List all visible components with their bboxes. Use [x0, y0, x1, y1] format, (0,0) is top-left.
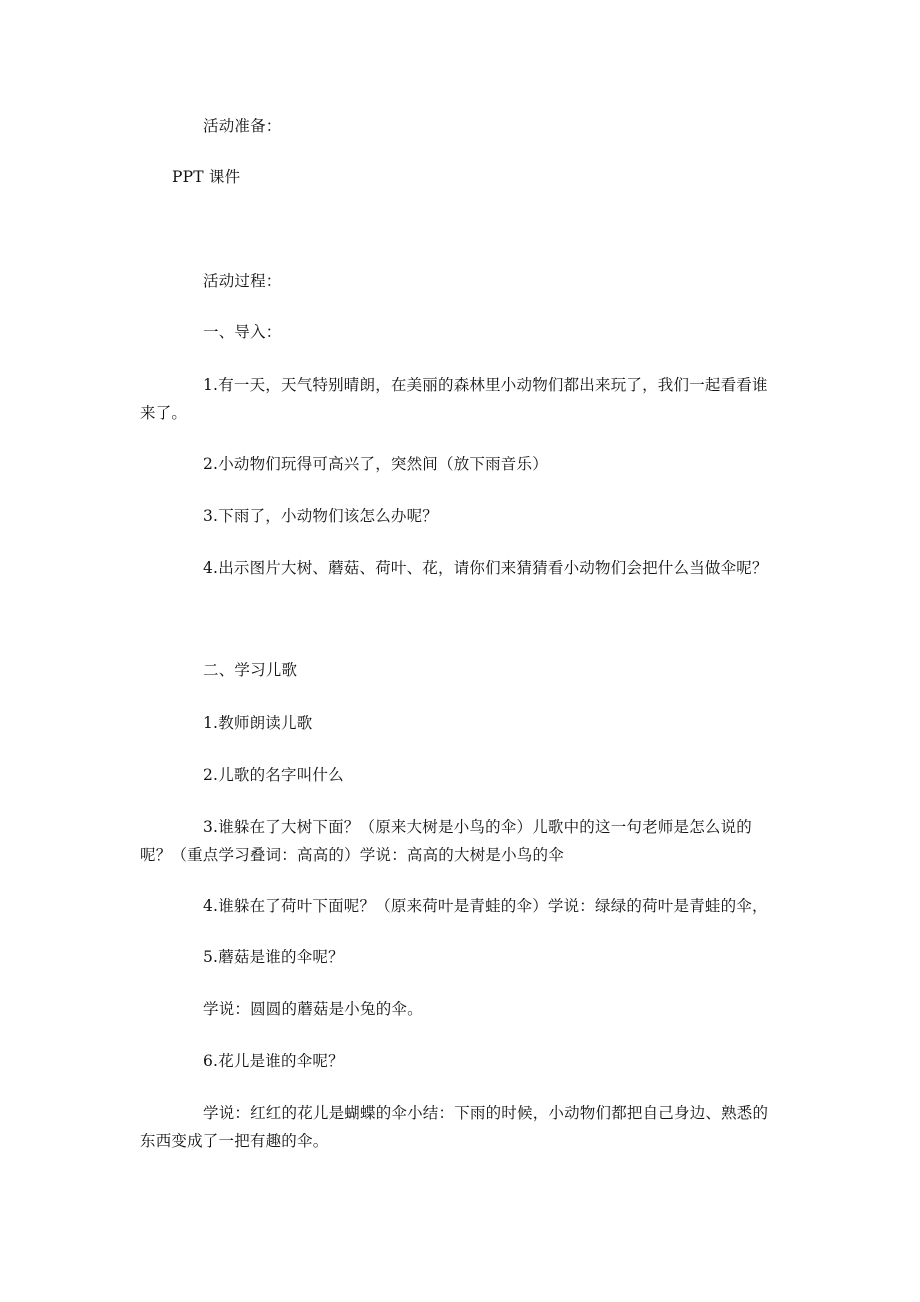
section2-item-3-line2: 呢？（重点学习叠词：高高的）学说：高高的大树是小鸟的伞: [140, 846, 564, 864]
section2-item-6: 6.花儿是谁的伞呢？: [203, 1052, 344, 1070]
section1-heading: 一、导入：: [203, 323, 282, 341]
section1-item-1-line2: 来了。: [140, 404, 188, 422]
section2-summary-line1: 学说：红红的花儿是蝴蝶的伞小结：下雨的时候，小动物们都把自己身边、熟悉的: [203, 1104, 769, 1122]
prep-item: PPT 课件: [172, 168, 241, 186]
section2-item-5-answer: 学说：圆圆的蘑菇是小兔的伞。: [203, 1000, 423, 1018]
section2-item-3-line1: 3.谁躲在了大树下面？（原来大树是小鸟的伞）儿歌中的这一句老师是怎么说的: [203, 818, 752, 836]
section1-item-1-line1: 1.有一天，天气特别晴朗，在美丽的森林里小动物们都出来玩了，我们一起看看谁: [203, 376, 768, 394]
section1-item-2: 2.小动物们玩得可高兴了，突然间（放下雨音乐）: [203, 455, 548, 473]
section2-item-1: 1.教师朗读儿歌: [203, 714, 313, 732]
process-heading: 活动过程：: [203, 272, 282, 290]
section2-item-4: 4.谁躲在了荷叶下面呢？（原来荷叶是青蛙的伞）学说：绿绿的荷叶是青蛙的伞，: [203, 897, 768, 915]
section1-item-3: 3.下雨了，小动物们该怎么办呢？: [203, 507, 438, 525]
section2-item-5: 5.蘑菇是谁的伞呢？: [203, 948, 344, 966]
prep-heading: 活动准备：: [203, 117, 282, 135]
section2-heading: 二、学习儿歌: [203, 661, 298, 679]
section2-summary-line2: 东西变成了一把有趣的伞。: [140, 1132, 329, 1150]
section1-item-4: 4.出示图片大树、蘑菇、荷叶、花，请你们来猜猜看小动物们会把什么当做伞呢？: [203, 559, 768, 577]
section2-item-2: 2.儿歌的名字叫什么: [203, 766, 344, 784]
